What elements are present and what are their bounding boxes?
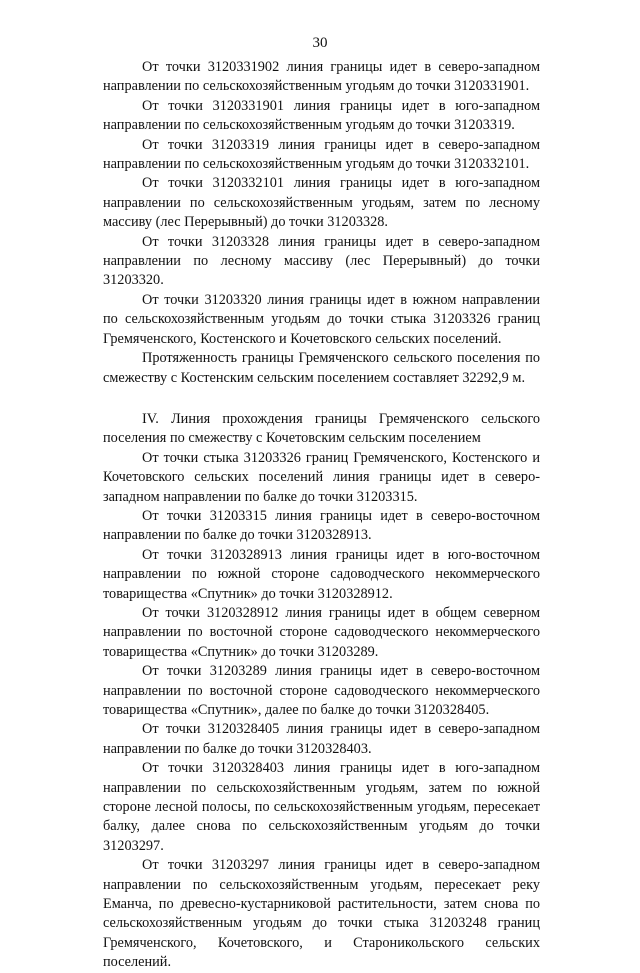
paragraph: Протяженность границы Гремяченского сельского поселения по смежеству с Костенским сельским поселением составляет 32292,9 м.	[103, 350, 540, 386]
paragraph: От точки 3120328405 линия границы идет в северо-западном направлении по балке до точки 3120328403.	[103, 721, 540, 757]
paragraph: От точки 3120332101 линия границы идет в юго-западном направлении по сельскохозяйственным угодьям, затем по лесному массиву (лес Перерывный) до точки 31203328.	[103, 175, 540, 231]
page-number: 30	[312, 35, 328, 51]
paragraph: От точки 31203297 линия границы идет в северо-западном направлении по сельскохозяйственным угодьям, пересекает реку Еманча, по древесно-кустарниковой растительности, затем снова по сельскохозяйственным угодьям до точки стыка 31203248 границ Гремяченского, Кочетовского, и Староникольского сельских поселений.	[103, 857, 540, 971]
document-body	[103, 58, 540, 973]
paragraph: От точки 3120331902 линия границы идет в северо-западном направлении по сельскохозяйственным угодьям до точки 3120331901.	[103, 59, 540, 95]
paragraph: От точки 31203328 линия границы идет в северо-западном направлении по лесному массиву (лес Перерывный) до точки 31203320.	[103, 233, 540, 289]
paragraph: От точки 31203320 линия границы идет в южном направлении по сельскохозяйственным угодьям до точки стыка 31203326 границ Гремяченского, Костенского и Кочетовского сельских поселений.	[103, 291, 540, 347]
paragraph: От точки стыка 31203326 границ Гремяченского, Костенского и Кочетовского сельских поселений линия границы идет в северо-западном направлении по балке до точки 31203315.	[103, 449, 540, 505]
paragraph: От точки 3120328912 линия границы идет в общем северном направлении по восточной стороне садоводческого некоммерческого товарищества «Спутник» до точки 31203289.	[103, 604, 540, 660]
paragraph: От точки 3120328913 линия границы идет в юго-восточном направлении по южной стороне садоводческого некоммерческого товарищества «Спутник» до точки 3120328912.	[103, 546, 540, 602]
paragraph: От точки 31203289 линия границы идет в северо-восточном направлении по восточной стороне садоводческого некоммерческого товарищества «Спутник», далее по балке до точки 3120328405.	[103, 663, 540, 718]
paragraph: От точки 31203315 линия границы идет в северо-восточном направлении по балке до точки 3120328913.	[103, 507, 540, 544]
paragraph: От точки 3120331901 линия границы идет в юго-западном направлении по сельскохозяйственным угодьям до точки 31203319.	[103, 97, 540, 134]
paragraph: От точки 3120328403 линия границы идет в юго-западном направлении по сельскохозяйственным угодьям, затем по южной стороне лесной полосы, по сельскохозяйственным угодьям, пересекает балку, далее снова по сельскохозяйственным угодьям до точки 31203297.	[103, 760, 540, 854]
section-heading: IV. Линия прохождения границы Гремяченского сельского поселения по смежеству с Кочетовским сельским поселением	[103, 410, 540, 447]
paragraph: От точки 31203319 линия границы идет в северо-западном направлении по сельскохозяйственным угодьям до точки 3120332101.	[103, 136, 540, 173]
